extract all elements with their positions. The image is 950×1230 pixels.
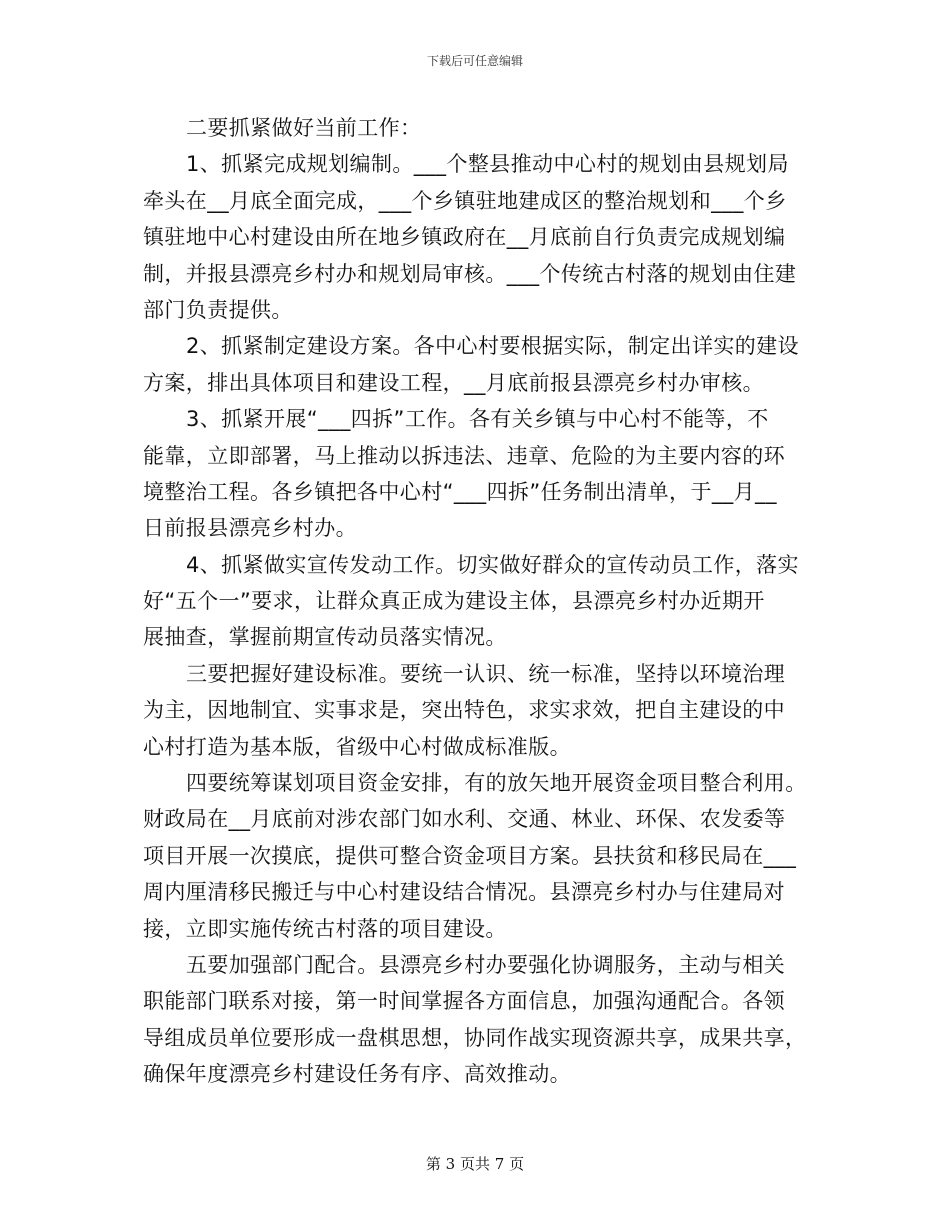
paragraph-line: 导组成员单位要形成一盘棋思想，协同作战实现资源共享，成果共享， bbox=[143, 1025, 807, 1050]
paragraph-line: 部门负责提供。 bbox=[143, 297, 293, 322]
paragraph-line: 3、抓紧开展“___四拆”工作。各有关乡镇与中心村不能等，不 bbox=[186, 407, 769, 432]
paragraph-line: 接，立即实施传统古村落的项目建设。 bbox=[143, 916, 507, 941]
paragraph-line: 二要抓紧做好当前工作： bbox=[186, 116, 422, 140]
paragraph-line: 项目开展一次摸底，提供可整合资金项目方案。县扶贫和移民局在___ bbox=[143, 843, 797, 868]
paragraph-line: 四要统筹谋划项目资金安排，有的放矢地开展资金项目整合利用。 bbox=[186, 771, 807, 796]
paragraph-line: 1、抓紧完成规划编制。___个整县推动中心村的规划由县规划局 bbox=[186, 152, 789, 177]
paragraph-line: 三要把握好建设标准。要统一认识、统一标准，坚持以环境治理 bbox=[186, 661, 786, 686]
page-header: 下载后可任意编辑 bbox=[426, 54, 523, 68]
paragraph-line: 能靠，立即部署，马上推动以拆违法、违章、危险的为主要内容的环 bbox=[143, 443, 785, 468]
paragraph-line: 镇驻地中心村建设由所在地乡镇政府在__月底前自行负责完成规划编 bbox=[143, 225, 786, 250]
paragraph-line: 方案，排出具体项目和建设工程，__月底前报县漂亮乡村办审核。 bbox=[143, 370, 764, 395]
paragraph-line: 五要加强部门配合。县漂亮乡村办要强化协调服务，主动与相关 bbox=[186, 952, 786, 977]
paragraph-line: 职能部门联系对接，第一时间掌握各方面信息，加强沟通配合。各领 bbox=[143, 989, 785, 1014]
paragraph-line: 确保年度漂亮乡村建设任务有序、高效推动。 bbox=[143, 1062, 571, 1087]
paragraph-line: 财政局在__月底前对涉农部门如水利、交通、林业、环保、农发委等 bbox=[143, 807, 786, 832]
paragraph-line: 展抽查，掌握前期宣传动员落实情况。 bbox=[143, 625, 507, 650]
page-footer: 第 3 页共 7 页 bbox=[425, 1155, 525, 1173]
paragraph-line: 心村打造为基本版，省级中心村做成标准版。 bbox=[143, 734, 571, 759]
paragraph-line: 境整治工程。各乡镇把各中心村“___四拆”任务制出清单，于__月__ bbox=[143, 479, 777, 504]
paragraph-line: 2、抓紧制定建设方案。各中心村要根据实际，制定出详实的建设 bbox=[186, 334, 799, 359]
paragraph-line: 牵头在__月底全面完成，___个乡镇驻地建成区的整治规划和___个乡 bbox=[143, 188, 787, 213]
paragraph-line: 为主，因地制宜、实事求是，突出特色，求实求效，把自主建设的中 bbox=[143, 698, 785, 723]
paragraph-line: 好“五个一”要求，让群众真正成为建设主体，县漂亮乡村办近期开 bbox=[143, 589, 765, 614]
document-body bbox=[143, 110, 808, 1093]
paragraph-line: 周内厘清移民搬迁与中心村建设结合情况。县漂亮乡村办与住建局对 bbox=[143, 880, 785, 905]
paragraph-line: 制，并报县漂亮乡村办和规划局审核。___个传统古村落的规划由住建 bbox=[143, 261, 797, 286]
paragraph-line: 日前报县漂亮乡村办。 bbox=[143, 516, 357, 541]
paragraph-line: 4、抓紧做实宣传发动工作。切实做好群众的宣传动员工作，落实 bbox=[186, 552, 799, 577]
